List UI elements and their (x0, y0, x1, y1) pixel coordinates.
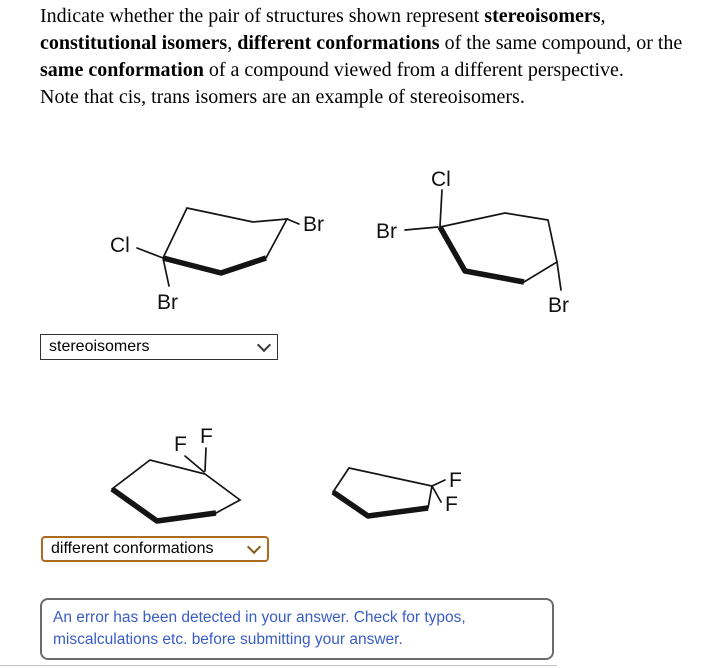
atom-label-cl: Cl (431, 168, 451, 191)
question-segment: of a compound viewed from a different perspective. (203, 59, 624, 81)
chevron-down-icon (257, 338, 271, 352)
question-segment: different conformations (237, 32, 440, 54)
structure-pair1-left (110, 208, 324, 314)
atom-label-br: Br (303, 213, 324, 236)
content-frame-edge (0, 665, 557, 666)
structure-pair1-right (376, 168, 569, 317)
question-segment: stereoisomers (484, 5, 601, 27)
question-segment: constitutional isomers (40, 32, 228, 54)
atom-label-cl: Cl (110, 234, 130, 257)
error-message-text: An error has been detected in your answer. Check for typos, miscalculations etc. before submitting your answer. (53, 609, 466, 648)
structure-pair2-right (333, 468, 462, 516)
atom-label-f: F (200, 425, 213, 448)
pair1-answer-value: stereoisomers (49, 338, 150, 355)
chevron-down-icon (247, 540, 261, 554)
question-segment: , (600, 5, 606, 27)
error-message-box (40, 598, 554, 660)
pair2-answer-value: different conformations (51, 540, 214, 557)
atom-label-f: F (449, 469, 462, 492)
question-segment: same conformation (40, 59, 204, 81)
atom-label-br: Br (548, 294, 569, 317)
question-segment: Indicate whether the pair of structures shown represent (40, 5, 485, 27)
structure-pair2-left (112, 425, 240, 521)
atom-label-br: Br (376, 220, 397, 243)
question-segment: of the same compound, or the (439, 32, 683, 54)
atom-label-br: Br (157, 291, 178, 314)
pair1-answer-select[interactable] (40, 334, 278, 360)
question-segment: , (227, 32, 238, 54)
question-note: Note that cis, trans isomers are an example of stereoisomers. (40, 86, 525, 108)
atom-label-f: F (174, 433, 187, 456)
pair2-answer-select[interactable] (41, 536, 269, 562)
atom-label-f: F (445, 493, 458, 516)
